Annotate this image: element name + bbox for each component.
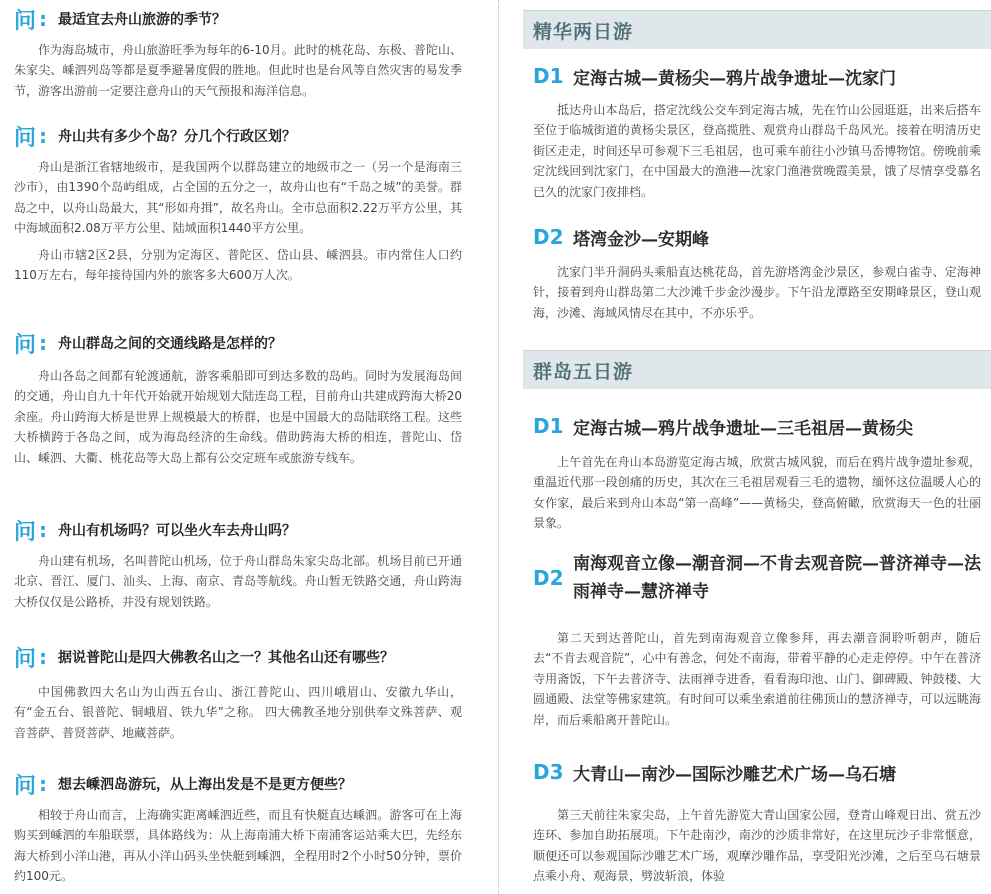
answer-paragraph: 舟山建有机场，名叫普陀山机场，位于舟山群岛朱家尖岛北部。机场目前已开通北京、晋江、厦门、汕头、上海、南京、青岛等航线。舟山暂无铁路交通，舟山跨海大桥仅仅是公路桥，并没有规划铁路。 — [14, 554, 462, 609]
question-title — [14, 771, 478, 797]
question-text: 舟山共有多少个岛？分几个行政区划？ — [58, 129, 296, 145]
qa-block — [14, 517, 478, 612]
question-text: 据说普陀山是四大佛教名山之一？其他名山还有哪些？ — [58, 650, 394, 666]
question-title — [14, 644, 478, 670]
answer-paragraph: 作为海岛城市，舟山旅游旺季为每年的6-10月。此时的桃花岛、东极、普陀山、朱家尖、嵊泗列岛等都是夏季避暑度假的胜地。但此时也是台风等自然灾害的易发季节，游客出游前一定要注意舟山的天气预报和海洋信息。 — [14, 43, 462, 98]
question-icon: 问 : — [14, 331, 49, 358]
left-column — [0, 0, 478, 894]
question-icon: 问 : — [14, 645, 49, 672]
day-number: D1 — [533, 64, 564, 88]
day-description: 沈家门半升洞码头乘船直达桃花岛，首先游塔湾金沙景区，参观白雀寺、定海神针，接着到舟山群岛第二大沙滩千步金沙漫步。下午沿龙潭路至安期峰景区，登山观海，沙滩、海域风情尽在其中，不亦乐乎。 — [533, 265, 981, 320]
qa-block — [14, 771, 478, 887]
day-description: 第三天前往朱家尖岛，上午首先游览大青山国家公园，登青山峰观日出、赏五沙连环、参加自助拓展项。下午赴南沙，南沙的沙质非常好，在这里玩沙子非常惬意，顺便还可以参观国际沙雕艺术广场，观摩沙雕作品，享受阳光沙滩，之后至乌石塘景点乘小舟、观海景，劈波斩浪，体验 — [533, 808, 981, 884]
question-text: 想去嵊泗岛游玩，从上海出发是不是更方便些？ — [58, 777, 352, 793]
question-icon: 问 : — [14, 772, 49, 799]
section-title: 精华两日游 — [533, 20, 634, 43]
itinerary-day-heading — [533, 225, 991, 250]
day-route: 定海古城—鸦片战争遗址—三毛祖居—黄杨尖 — [573, 419, 913, 439]
section-header — [523, 10, 991, 49]
question-icon: 问 : — [14, 124, 49, 151]
itinerary-day-heading — [533, 550, 991, 606]
column-divider — [498, 0, 499, 894]
day-description: 第二天到达普陀山，首先到南海观音立像参拜，再去潮音洞聆听朝声，随后去“不肯去观音院”，心中有善念，何处不南海，带着平静的心走走停停。中午在普济寺用斋饭，下午去普济寺、法雨禅寺进香，看看海印池、山门、御碑殿、钟鼓楼、大圆通殿、法堂等佛家建筑。有时间可以乘坐索道前往佛顶山的慧济禅寺，可以远眺海岸，而后乘船离开普陀山。 — [533, 631, 981, 727]
answer-paragraph: 舟山是浙江省辖地级市，是我国两个以群岛建立的地级市之一（另一个是海南三沙市），由1390个岛屿组成，占全国的五分之一，故舟山也有“千岛之城”的美誉。群岛之中，以舟山岛最大，其“形如舟揖”，故名舟山。全市总面积2.22万平方公里，其中海域面积2.08万平方公里、陆域面积1440平方公里。 — [14, 160, 462, 236]
question-title — [14, 6, 478, 32]
day-route: 大青山—南沙—国际沙雕艺术广场—乌石塘 — [573, 765, 896, 785]
question-text: 最适宜去舟山旅游的季节？ — [58, 12, 226, 28]
question-text: 舟山群岛之间的交通线路是怎样的？ — [58, 336, 282, 352]
section-header — [523, 350, 991, 389]
qa-block — [14, 330, 478, 468]
answer-paragraph: 舟山市辖2区2县，分别为定海区、普陀区、岱山县、嵊泗县。市内常住人口约110万左右，每年接待国内外的旅客多大600万人次。 — [14, 247, 462, 283]
itinerary-day-heading — [533, 64, 991, 89]
day-number: D1 — [533, 414, 564, 438]
day-route: 定海古城—黄杨尖—鸦片战争遗址—沈家门 — [573, 69, 896, 89]
day-route: 塔湾金沙—安期峰 — [573, 230, 709, 250]
answer-paragraph: 舟山各岛之间都有轮渡通航，游客乘船即可到达多数的岛屿。同时为发展海岛间的交通，舟山自九十年代开始就开始规划大陆连岛工程，目前舟山共建成跨海大桥20余座。舟山跨海大桥是世界上规模最大的桥群，也是中国最大的岛陆联络工程。这些大桥横跨于各岛之间，成为海岛经济的生命线。借助跨海大桥的相连，普陀山、岱山、嵊泗、大衢、桃花岛等大岛上都有公交定班车或旅游专线车。 — [14, 369, 462, 465]
question-icon: 问 : — [14, 518, 49, 545]
day-description: 抵达舟山本岛后，搭定沈线公交车到定海古城，先在竹山公园逛逛，出来后搭车至位于临城街道的黄杨尖景区，登高揽胜、观赏舟山群岛千岛风光。接着在明清历史街区走走，时间还早可参观下三毛祖居，也可乘车前往小沙镇马岙博物馆。傍晚前乘定沈线回到沈家门，在中国最大的渔港—沈家门渔港赏晚霞美景，饿了尽情享受慕名已久的沈家门夜排档。 — [533, 103, 981, 199]
answer-paragraph: 中国佛教四大名山为山西五台山、浙江普陀山、四川峨眉山、安徽九华山，有“金五台、银普陀、铜峨眉、铁九华”之称。 四大佛教圣地分别供奉文殊菩萨、观音菩萨、普贤菩萨、地藏菩萨。 — [14, 685, 462, 740]
day-route: 南海观音立像—潮音洞—不肯去观音院—普济禅寺—法雨禅寺—慧济禅寺 — [573, 554, 981, 602]
right-column — [523, 0, 991, 894]
question-text: 舟山有机场吗？可以坐火车去舟山吗？ — [58, 523, 296, 539]
day-number: D3 — [533, 760, 564, 784]
section-title: 群岛五日游 — [533, 360, 634, 383]
day-number: D2 — [533, 566, 564, 590]
day-number: D2 — [533, 225, 564, 249]
question-title — [14, 330, 478, 356]
qa-block — [14, 6, 478, 101]
question-title — [14, 517, 478, 543]
answer-paragraph: 相较于舟山而言，上海确实距离嵊泗近些，而且有快艇直达嵊泗。游客可在上海购买到嵊泗的车船联票，具体路线为：从上海南浦大桥下南浦客运站乘大巴，先经东海大桥到小洋山港，再从小洋山码头坐快艇到嵊泗，全程用时2个小时50分钟，票价约100元。 — [14, 808, 462, 884]
day-description: 上午首先在舟山本岛游览定海古城，欣赏古城风貌，而后在鸦片战争遗址参观，重温近代那一段创痛的历史，其次在三毛祖居观看三毛的遗物，缅怀这位温暖人心的女作家，最后来到舟山本岛“第一高峰”——黄杨尖，登高俯瞰，欣赏海天一色的壮丽景象。 — [533, 455, 981, 531]
question-title — [14, 123, 478, 149]
qa-block — [14, 123, 478, 285]
itinerary-day-heading — [533, 414, 991, 439]
question-icon: 问 : — [14, 7, 49, 34]
itinerary-day-heading — [533, 760, 991, 785]
qa-block — [14, 644, 478, 743]
